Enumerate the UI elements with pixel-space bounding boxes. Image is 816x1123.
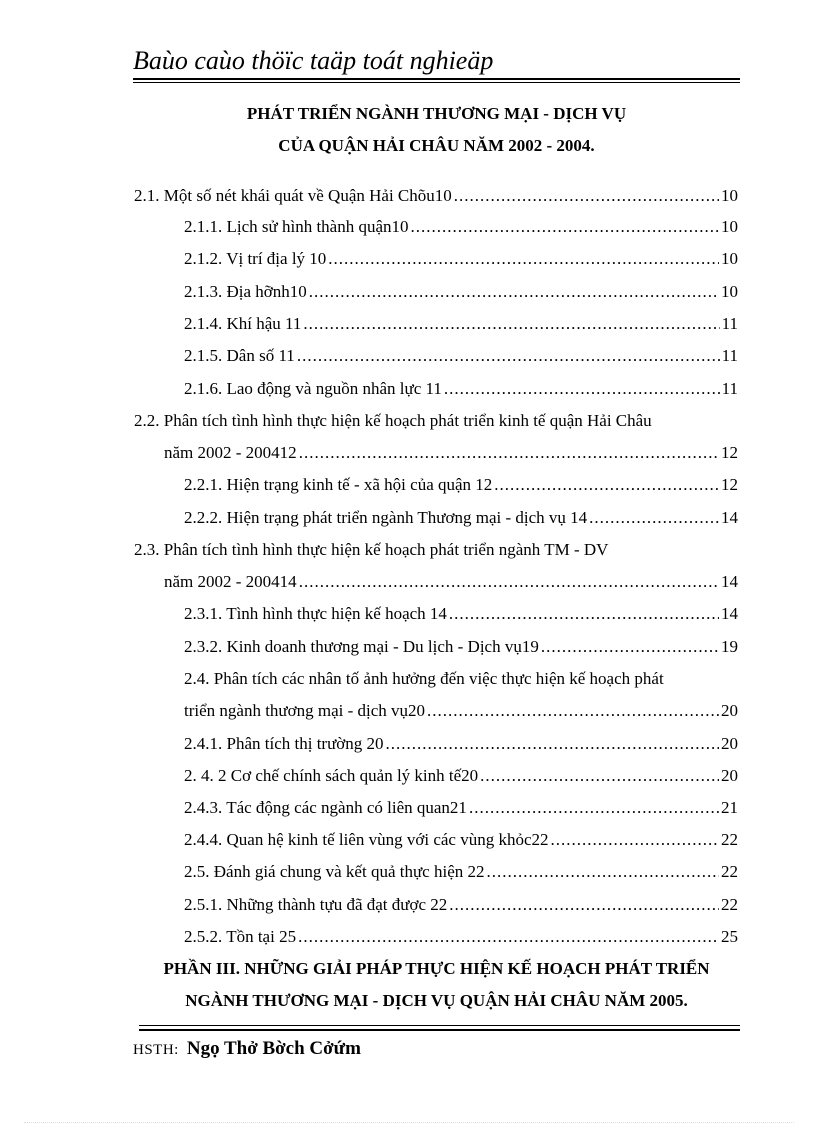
toc-entry-2-2-1[interactable] [184, 474, 738, 496]
toc-entry-text: 2. 4. 2 Cơ chế chính sách quản lý kinh tế20 [184, 766, 479, 785]
toc-leader [309, 281, 719, 303]
toc-leader [551, 829, 720, 851]
toc-entry-text: 2.5.2. Tồn tại 25 [184, 927, 297, 946]
footer-rule [139, 1029, 740, 1031]
toc-page-number: 11 [721, 314, 738, 333]
toc-leader [480, 765, 719, 787]
toc-leader [328, 248, 719, 270]
toc-leader [303, 313, 719, 335]
toc-leader [386, 733, 719, 755]
part-3-heading-line-1: PHẦN III. NHỮNG GIẢI PHÁP THỰC HIỆN KẾ HOẠCH PHÁT TRIỂN [163, 959, 710, 978]
toc-entry-2-1-5[interactable] [184, 345, 738, 367]
toc-entry-2-3-2[interactable] [184, 636, 738, 658]
footer-author-name: Ngọ Thở Bờch Cởứm [186, 1038, 361, 1059]
toc-page-number: 14 [721, 572, 738, 591]
toc-entry-text: năm 2002 - 200412 [164, 443, 297, 462]
toc-page-number: 19 [721, 637, 738, 656]
toc-page-number: 10 [721, 217, 738, 236]
toc-entry-2-1-2[interactable] [184, 248, 738, 270]
toc-leader [411, 216, 719, 238]
toc-entry-2-5-2[interactable] [184, 926, 738, 948]
toc-entry-text: 2.1.5. Dân số 11 [184, 346, 295, 365]
toc-page-number: 14 [721, 508, 738, 527]
toc-page-number: 20 [721, 701, 738, 720]
toc-page-number: 12 [721, 475, 738, 494]
toc-page-number: 10 [721, 186, 738, 205]
toc-page-number: 12 [721, 443, 738, 462]
toc-page-number: 11 [721, 379, 738, 398]
toc-leader [449, 603, 719, 625]
toc-entry-text: 2.2.2. Hiện trạng phát triển ngành Thương mại - dịch vụ 14 [184, 508, 588, 527]
toc-page-number: 11 [721, 346, 738, 365]
toc-leader [469, 797, 719, 819]
toc-entry-2-5[interactable] [184, 861, 738, 883]
toc-entry-text: 2.5.1. Những thành tựu đã đạt được 22 [184, 895, 448, 914]
toc-page-number: 25 [721, 927, 738, 946]
toc-leader [541, 636, 719, 658]
header-rule-thin [133, 82, 740, 83]
toc-page-number: 20 [721, 766, 738, 785]
toc-entry-text: 2.5. Đánh giá chung và kết quả thực hiện 22 [184, 862, 485, 881]
toc-entry-text: 2.1.4. Khí hậu 11 [184, 314, 302, 333]
toc-entry-text: 2.1.3. Địa hỡnh10 [184, 282, 307, 301]
toc-leader [487, 861, 720, 883]
toc-entry-text: triển ngành thương mại - dịch vụ20 [184, 701, 426, 720]
toc-leader [298, 926, 719, 948]
toc-leader [444, 378, 720, 400]
toc-page-number: 10 [721, 282, 738, 301]
heading-line-2: CỦA QUẬN HẢI CHÂU NĂM 2002 - 2004. [278, 136, 595, 155]
toc-page-number: 10 [721, 249, 738, 268]
toc-leader [454, 185, 719, 207]
toc-leader [494, 474, 719, 496]
toc-page-number: 14 [721, 604, 738, 623]
header-rule [133, 78, 740, 80]
toc-entry-2-5-1[interactable] [184, 894, 738, 916]
toc-leader [299, 571, 719, 593]
toc-entry-2-3-1[interactable] [184, 603, 738, 625]
toc-entry-2-1-6[interactable] [184, 378, 738, 400]
toc-entry-text: 2.1.2. Vị trí địa lý 10 [184, 249, 327, 268]
heading-line-1: PHÁT TRIỂN NGÀNH THƯƠNG MẠI - DỊCH VỤ [246, 104, 627, 123]
toc-leader [589, 507, 719, 529]
toc-entry-2-1-4[interactable] [184, 313, 738, 335]
toc-entry-2-4-title[interactable]: 2.4. Phân tích các nhân tố ảnh hưởng đến việc thực hiện kế hoạch phát [184, 669, 664, 688]
toc-entry-text: 2.4.4. Quan hệ kinh tế liên vùng với các vùng khỏc22 [184, 830, 549, 849]
toc-page-number: 22 [721, 895, 738, 914]
toc-leader [299, 442, 719, 464]
toc-entry-2-1[interactable] [134, 185, 738, 207]
toc-entry-2-4-4[interactable] [184, 829, 738, 851]
footer-rule-thin [139, 1025, 740, 1026]
toc-entry-2-3-title[interactable]: 2.3. Phân tích tình hình thực hiện kế hoạch phát triển ngành TM - DV [134, 540, 609, 559]
toc-entry-2-4[interactable] [184, 700, 738, 722]
toc-entry-2-4-3[interactable] [184, 797, 738, 819]
toc-page-number: 22 [721, 862, 738, 881]
toc-page-number: 22 [721, 830, 738, 849]
toc-entry-text: 2.4.3. Tác động các ngành có liên quan21 [184, 798, 467, 817]
toc-entry-text: năm 2002 - 200414 [164, 572, 297, 591]
toc-entry-2-3[interactable] [164, 571, 738, 593]
toc-entry-2-1-1[interactable] [184, 216, 738, 238]
toc-page-number: 20 [721, 734, 738, 753]
toc-entry-2-2[interactable] [164, 442, 738, 464]
toc-leader [297, 345, 720, 367]
footer [133, 1038, 361, 1060]
toc-entry-text: 2.2.1. Hiện trạng kinh tế - xã hội của quận 12 [184, 475, 493, 494]
toc-entry-text: 2.1. Một số nét khái quát về Quận Hải Chõu10 [134, 186, 452, 205]
part-3-heading-line-2: NGÀNH THƯƠNG MẠI - DỊCH VỤ QUẬN HẢI CHÂU NĂM 2005. [185, 991, 688, 1010]
toc-leader [449, 894, 719, 916]
toc-entry-text: 2.3.2. Kinh doanh thương mại - Du lịch - Dịch vụ19 [184, 637, 539, 656]
toc-leader [427, 700, 719, 722]
toc-page-number: 21 [721, 798, 738, 817]
toc-entry-2-1-3[interactable] [184, 281, 738, 303]
toc-entry-2-2-title[interactable]: 2.2. Phân tích tình hình thực hiện kế hoạch phát triển kinh tế quận Hải Châu [134, 411, 652, 430]
toc-entry-2-4-1[interactable] [184, 733, 738, 755]
footer-label: HSTH: [133, 1042, 179, 1058]
toc-entry-2-2-2[interactable] [184, 507, 738, 529]
page-header-title: Baùo caùo thöïc taäp toát nghieäp [133, 46, 494, 75]
toc-entry-text: 2.1.6. Lao động và nguồn nhân lực 11 [184, 379, 442, 398]
toc-entry-text: 2.3.1. Tình hình thực hiện kế hoạch 14 [184, 604, 447, 623]
toc-entry-text: 2.1.1. Lịch sử hình thành quận10 [184, 217, 409, 236]
toc-entry-text: 2.4.1. Phân tích thị trường 20 [184, 734, 384, 753]
toc-entry-2-4-2[interactable] [184, 765, 738, 787]
